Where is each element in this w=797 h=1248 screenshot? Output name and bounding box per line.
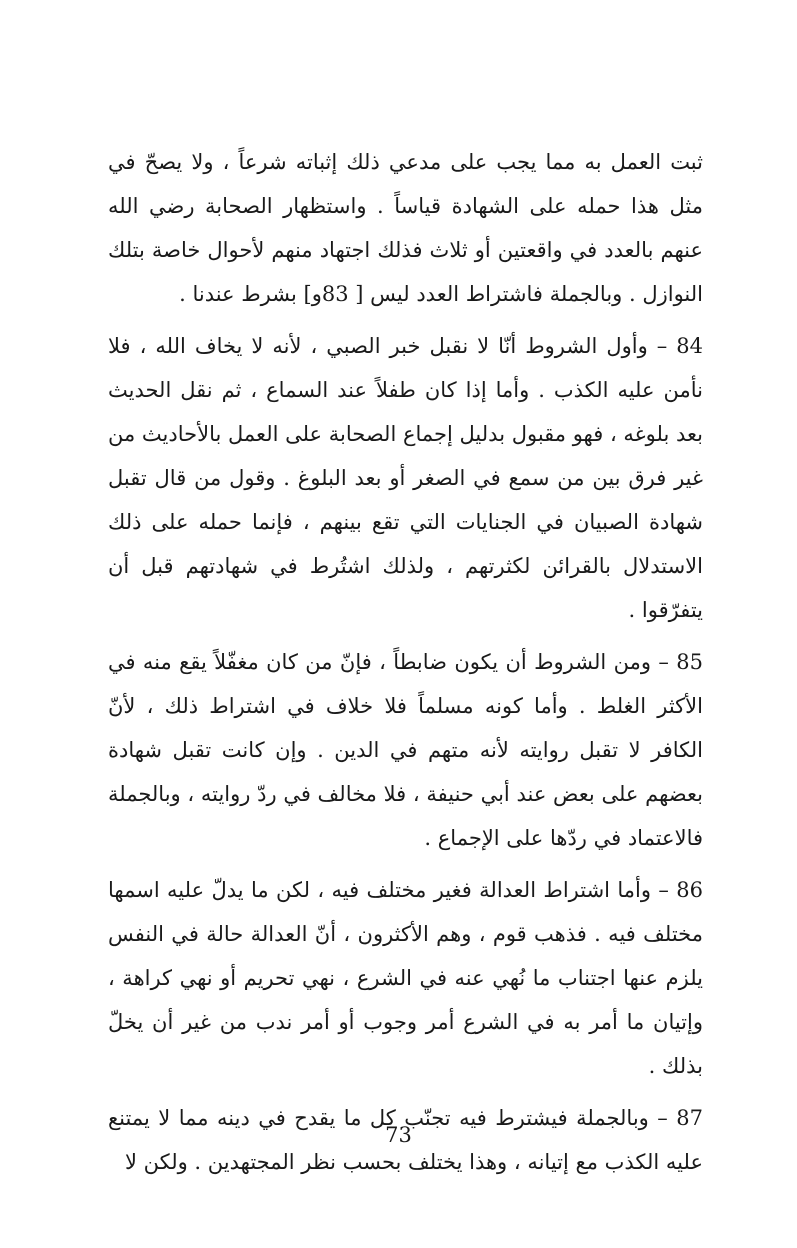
page-number: 73	[385, 1123, 412, 1147]
paragraph-86: 86 – وأما اشتراط العدالة فغير مختلف فيه ، لكن ما يدلّ عليه اسمها مختلف فيه . فذهب قوم ، وهم الأكثرون ، أنّ العدالة حالة في النفس يلزم عنها اجتناب ما نُهي عنه في الشرع ، نهي تحريم أو نهي كراهة ، وإتيان ما أمر به في الشرع أمر وجوب أو أمر ندب من غير أن يخلّ بذلك .	[108, 878, 703, 1078]
page-body	[108, 140, 703, 1184]
paragraph-87: 87 – وبالجملة فيشترط فيه تجنّب كل ما يقدح في دينه مما لا يمتنع عليه الكذب مع إتيانه ، وهذا يختلف بحسب نظر المجتهدين . ولكن لا	[108, 1106, 703, 1174]
paragraph-85: 85 – ومن الشروط أن يكون ضابطاً ، فإنّ من كان مغفّلاً يقع منه في الأكثر الغلط . وأما كونه مسلماً فلا خلاف في اشتراط ذلك ، لأنّ الكافر لا تقبل روايته لأنه متهم في الدين . وإن كانت تقبل شهادة بعضهم على بعض عند أبي حنيفة ، فلا مخالف في ردّ روايته ، وبالجملة فالاعتماد في ردّها على الإجماع .	[108, 650, 703, 850]
paragraph-84: 84 – وأول الشروط أنّا لا نقبل خبر الصبي ، لأنه لا يخاف الله ، فلا نأمن عليه الكذب . وأما إذا كان طفلاً عند السماع ، ثم نقل الحديث بعد بلوغه ، فهو مقبول بدليل إجماع الصحابة على العمل بالأحاديث من غير فرق بين من سمع في الصغر أو بعد البلوغ . وقول من قال تقبل شهادة الصبيان في الجنايات التي تقع بينهم ، فإنما حمله على ذلك الاستدلال بالقرائن لكثرتهم ، ولذلك اشتُرط في شهادتهم قبل أن يتفرّقوا .	[108, 334, 703, 622]
paragraph-continuation: ثبت العمل به مما يجب على مدعي ذلك إثباته شرعاً ، ولا يصحّ في مثل هذا حمله على الشهادة قياساً . واستظهار الصحابة رضي الله عنهم بالعدد في واقعتين أو ثلاث فذلك اجتهاد منهم لأحوال خاصة بتلك النوازل . وبالجملة فاشتراط العدد ليس [ 83و] بشرط عندنا .	[108, 150, 703, 306]
